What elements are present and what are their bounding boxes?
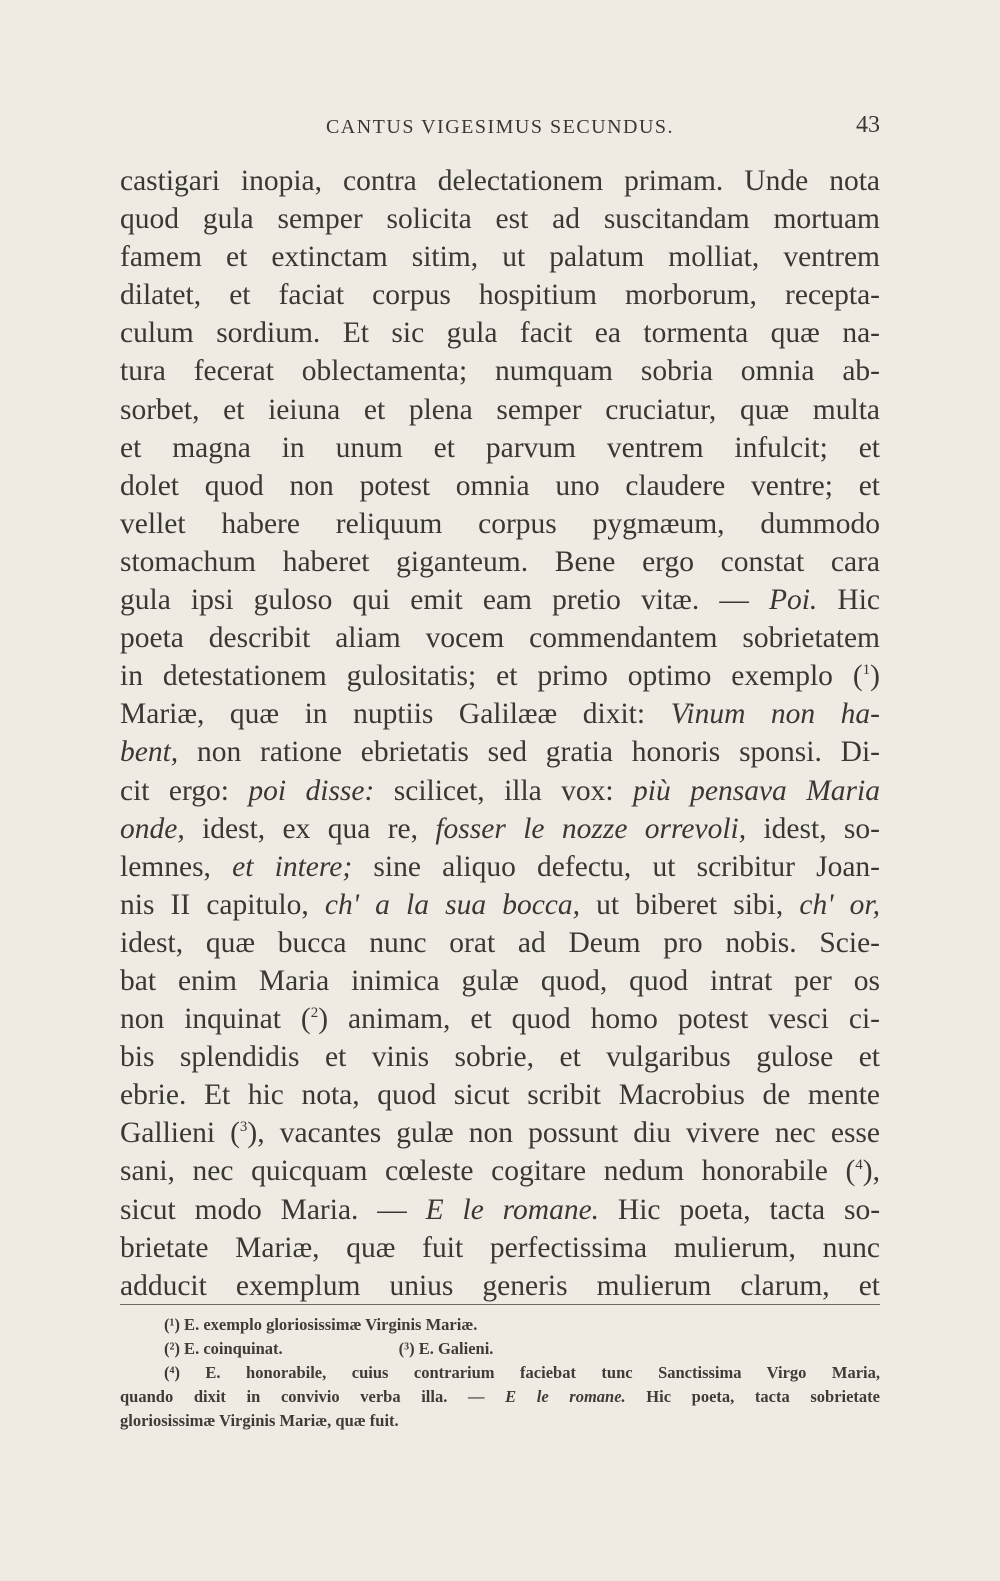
italic-segment: ch' a la sua bocca, [324,888,581,921]
footnotes [120,1313,880,1433]
text-line: stomachum haberet giganteum. Bene ergo constat cara [120,545,880,578]
text-line [120,1191,880,1229]
text-line: castigari inopia, contra delectationem primam. Unde nota [120,165,880,197]
footnote-1: (¹) E. exemplo gloriosissimæ Virginis Mariæ. [164,1315,478,1334]
text-line: ebrie. Et hic nota, quod sicut scribit Macrobius de mente [120,1079,880,1112]
text-line: culum sordium. Et sic gula facit ea tormenta quæ na- [120,317,880,350]
text-line: poeta describit aliam vocem commendantem sobrietatem [120,622,880,655]
text-segment: nis II capitulo, [120,888,325,921]
text-line: dolet quod non potest omnia uno claudere ventre; et [120,469,880,502]
footnote-4-end: gloriosissimæ Virginis Mariæ, quæ fuit. [120,1411,399,1430]
text-line: bat enim Maria inimica gulæ quod, quod intrat per os [120,964,880,997]
text-line [120,657,880,695]
text-line [120,733,880,771]
text-line [120,886,880,924]
footnote-ref: 3 [239,1119,248,1136]
text-segment: gula ipsi guloso qui emit eam pretio vitæ. — [120,584,769,617]
italic-segment: E le romane. [425,1193,600,1226]
italic-segment: et intere; [232,850,353,883]
text-segment: idest, so- [746,812,880,845]
footnote-4: (⁴) E. honorabile, cuius contrarium faciebat tunc Sanctissima Virgo Maria, [164,1363,880,1382]
text-line [120,581,880,619]
text-line: brietate Mariæ, quæ fuit perfectissima mulierum, nunc [120,1231,880,1264]
footnote-3: (³) E. Galieni. [398,1339,494,1358]
running-title: CANTUS VIGESIMUS SECUNDUS. [325,116,675,138]
text-line [120,772,880,810]
text-line: bis splendidis et vinis sobrie, et vulgaribus gulose et [120,1041,880,1074]
footnote-2: (²) E. coinquinat. [164,1339,283,1358]
italic-segment: E le romane. [505,1387,626,1406]
text-segment: in detestationem gulositatis; et primo optimo exemplo ( [120,660,863,693]
text-line: idest, quæ bucca nunc orat ad Deum pro nobis. Scie- [120,926,880,959]
italic-segment: fosser le nozze orrevoli, [435,812,747,845]
page-number: 43 [856,112,880,138]
text-segment: sicut modo Maria. — [120,1193,426,1226]
text-segment: ) [870,660,880,693]
text-line: famem et extinctam sitim, ut palatum molliat, ventrem [120,241,880,274]
text-line [120,810,880,848]
text-segment: scilicet, illa vox: [374,774,634,807]
text-segment: ), [862,1155,880,1188]
text-line [120,1114,880,1152]
text-segment: Hic poeta, tacta so- [599,1193,881,1226]
text-line: tura fecerat oblectamenta; numquam sobria omnia ab- [120,355,880,388]
italic-segment: onde, [120,812,185,845]
italic-segment: Poi. [768,584,818,617]
text-line: quod gula semper solicita est ad suscitandam mortuam [120,203,880,236]
text-segment: cit ergo: [120,774,249,807]
italic-segment: Vinum non ha- [670,698,880,731]
text-line: sorbet, et ieiuna et plena semper cruciatur, quæ multa [120,393,880,426]
text-line [120,848,880,886]
italic-segment: poi disse: [248,774,375,807]
footnote-4-cont [120,1385,880,1409]
text-segment: Hic poeta, tacta sobrietate [625,1387,880,1406]
text-line [120,1152,880,1190]
footnote-row [120,1337,880,1361]
text-line: et magna in unum et parvum ventrem infulcit; et [120,431,880,464]
text-segment: Hic [817,584,880,617]
footnote-ref: 2 [310,1005,319,1022]
text-line: dilatet, et faciat corpus hospitium morborum, recepta- [120,279,880,312]
text-segment: sani, nec quicquam cœleste cogitare nedum honorabile ( [120,1155,856,1188]
text-segment: Gallieni ( [120,1117,240,1150]
text-segment: lemnes, [120,850,233,883]
footnote-ref: 1 [862,662,871,679]
footnote-ref: 4 [855,1157,863,1174]
text-segment: quando dixit in convivio verba illa. — [120,1387,506,1406]
text-line [120,1000,880,1038]
italic-segment: bent, [120,736,179,769]
text-segment: ut biberet sibi, [580,888,800,921]
text-line: adducit exemplum unius generis mulierum clarum, et [120,1269,880,1302]
text-segment: non inquinat ( [120,1003,311,1036]
page-header [120,108,880,148]
text-line: vellet habere reliquum corpus pygmæum, dummodo [120,507,880,540]
text-segment: idest, ex qua re, [184,812,436,845]
text-segment: sine aliquo defectu, ut scribitur Joan- [352,850,881,883]
body-text [120,162,880,1305]
italic-segment: più pensava Maria [633,774,880,807]
footnote-divider [120,1304,880,1305]
text-line [120,695,880,733]
text-segment: ), vacantes gulæ non possunt diu vivere nec esse [247,1117,880,1150]
text-segment: non ratione ebrietatis sed gratia honoris sponsi. Di- [178,736,880,769]
italic-segment: ch' or, [799,888,880,921]
text-segment: Mariæ, quæ in nuptiis Galilææ dixit: [120,698,671,731]
text-segment: ) animam, et quod homo potest vesci ci- [318,1003,880,1036]
